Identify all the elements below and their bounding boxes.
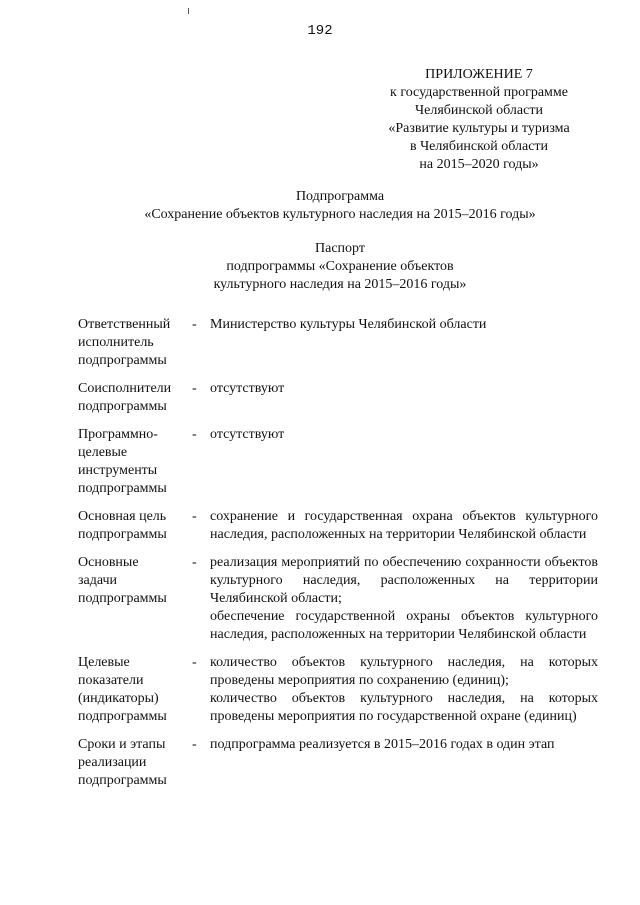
passport-row: [78, 554, 598, 644]
row-label-line: (индикаторы): [78, 691, 159, 706]
row-label-line: подпрограммы: [78, 353, 167, 368]
row-label-line: исполнитель: [78, 335, 154, 350]
row-dash: -: [192, 427, 197, 442]
row-label: [78, 654, 190, 726]
row-label-line: подпрограммы: [78, 481, 167, 496]
row-value-text: количество объектов культурного наследия, на которых проведены мероприятия по государственной охране (единиц): [210, 691, 598, 724]
subprogram-heading: Подпрограмма: [295, 189, 385, 204]
passport-row: [78, 736, 598, 790]
passport-title-block: [0, 240, 640, 294]
row-label-line: Ответственный: [78, 317, 171, 332]
passport-table: [78, 316, 598, 790]
row-value: [210, 316, 598, 370]
passport-line: культурного наследия на 2015–2016 годы»: [213, 277, 467, 292]
row-label: [78, 736, 190, 790]
row-value-text: сохранение и государственная охрана объектов культурного наследия, расположенных на территории Челябинской области: [210, 509, 598, 542]
row-value-text: Министерство культуры Челябинской области: [210, 317, 487, 332]
row-label-line: Соисполнители: [78, 381, 172, 396]
appendix-line: Челябинской области: [415, 103, 543, 118]
row-label: [78, 426, 190, 498]
appendix-line: «Развитие культуры и туризма: [388, 121, 570, 136]
row-label-line: подпрограммы: [78, 527, 167, 542]
passport-row: [78, 380, 598, 416]
subprogram-title-block: [0, 188, 640, 224]
row-dash: -: [192, 509, 197, 524]
row-value-text: подпрограмма реализуется в 2015–2016 годах в один этап: [210, 737, 555, 752]
page-number: 192: [307, 23, 333, 39]
passport-line: подпрограммы «Сохранение объектов: [226, 259, 454, 274]
row-label: [78, 380, 190, 416]
row-label-line: показатели: [78, 673, 144, 688]
row-label-line: Основная цель: [78, 509, 167, 524]
appendix-line: в Челябинской области: [409, 139, 549, 154]
subprogram-title: «Сохранение объектов культурного наследия на 2015–2016 годы»: [144, 207, 536, 222]
row-dash: -: [192, 737, 197, 752]
passport-row: [78, 316, 598, 370]
row-label-line: Программно-: [78, 427, 158, 442]
row-label: [78, 316, 190, 370]
row-dash: -: [192, 381, 197, 396]
row-label: [78, 508, 190, 544]
row-value: [210, 426, 598, 498]
row-value-text: обеспечение государственной охраны объектов культурного наследия, расположенных на территории Челябинской области: [210, 609, 598, 642]
row-value-text: количество объектов культурного наследия, на которых проведены мероприятия по сохранению (единиц);: [210, 655, 598, 688]
row-dash: -: [192, 655, 197, 670]
row-label: [78, 554, 190, 644]
row-label-line: Целевые: [78, 655, 130, 670]
row-label-line: подпрограммы: [78, 773, 167, 788]
passport-row: [78, 508, 598, 544]
row-label-line: реализации: [78, 755, 147, 770]
row-label-line: инструменты: [78, 463, 158, 478]
row-value: [210, 380, 598, 416]
scan-mark: [188, 8, 189, 14]
row-value: [210, 554, 598, 644]
row-value-text: реализация мероприятий по обеспечению сохранности объектов культурного наследия, расположенных на территории Челябинской области;: [210, 555, 598, 606]
appendix-header: [364, 66, 594, 174]
appendix-line: ПРИЛОЖЕНИЕ 7: [425, 67, 533, 82]
row-label-line: подпрограммы: [78, 399, 167, 414]
row-label-line: задачи: [78, 573, 118, 588]
passport-heading: Паспорт: [315, 241, 365, 256]
row-value: [210, 654, 598, 726]
row-value-text: отсутствуют: [210, 381, 285, 396]
row-dash: -: [192, 555, 197, 570]
row-label-line: Сроки и этапы: [78, 737, 166, 752]
row-label-line: подпрограммы: [78, 591, 167, 606]
row-label-line: подпрограммы: [78, 709, 167, 724]
passport-row: [78, 426, 598, 498]
row-dash: -: [192, 317, 197, 332]
row-label-line: Основные: [78, 555, 139, 570]
row-label-line: целевые: [78, 445, 128, 460]
appendix-line: на 2015–2020 годы»: [419, 157, 539, 172]
appendix-line: к государственной программе: [390, 85, 568, 100]
row-value: [210, 508, 598, 544]
passport-row: [78, 654, 598, 726]
row-value-text: отсутствуют: [210, 427, 285, 442]
row-value: [210, 736, 598, 790]
